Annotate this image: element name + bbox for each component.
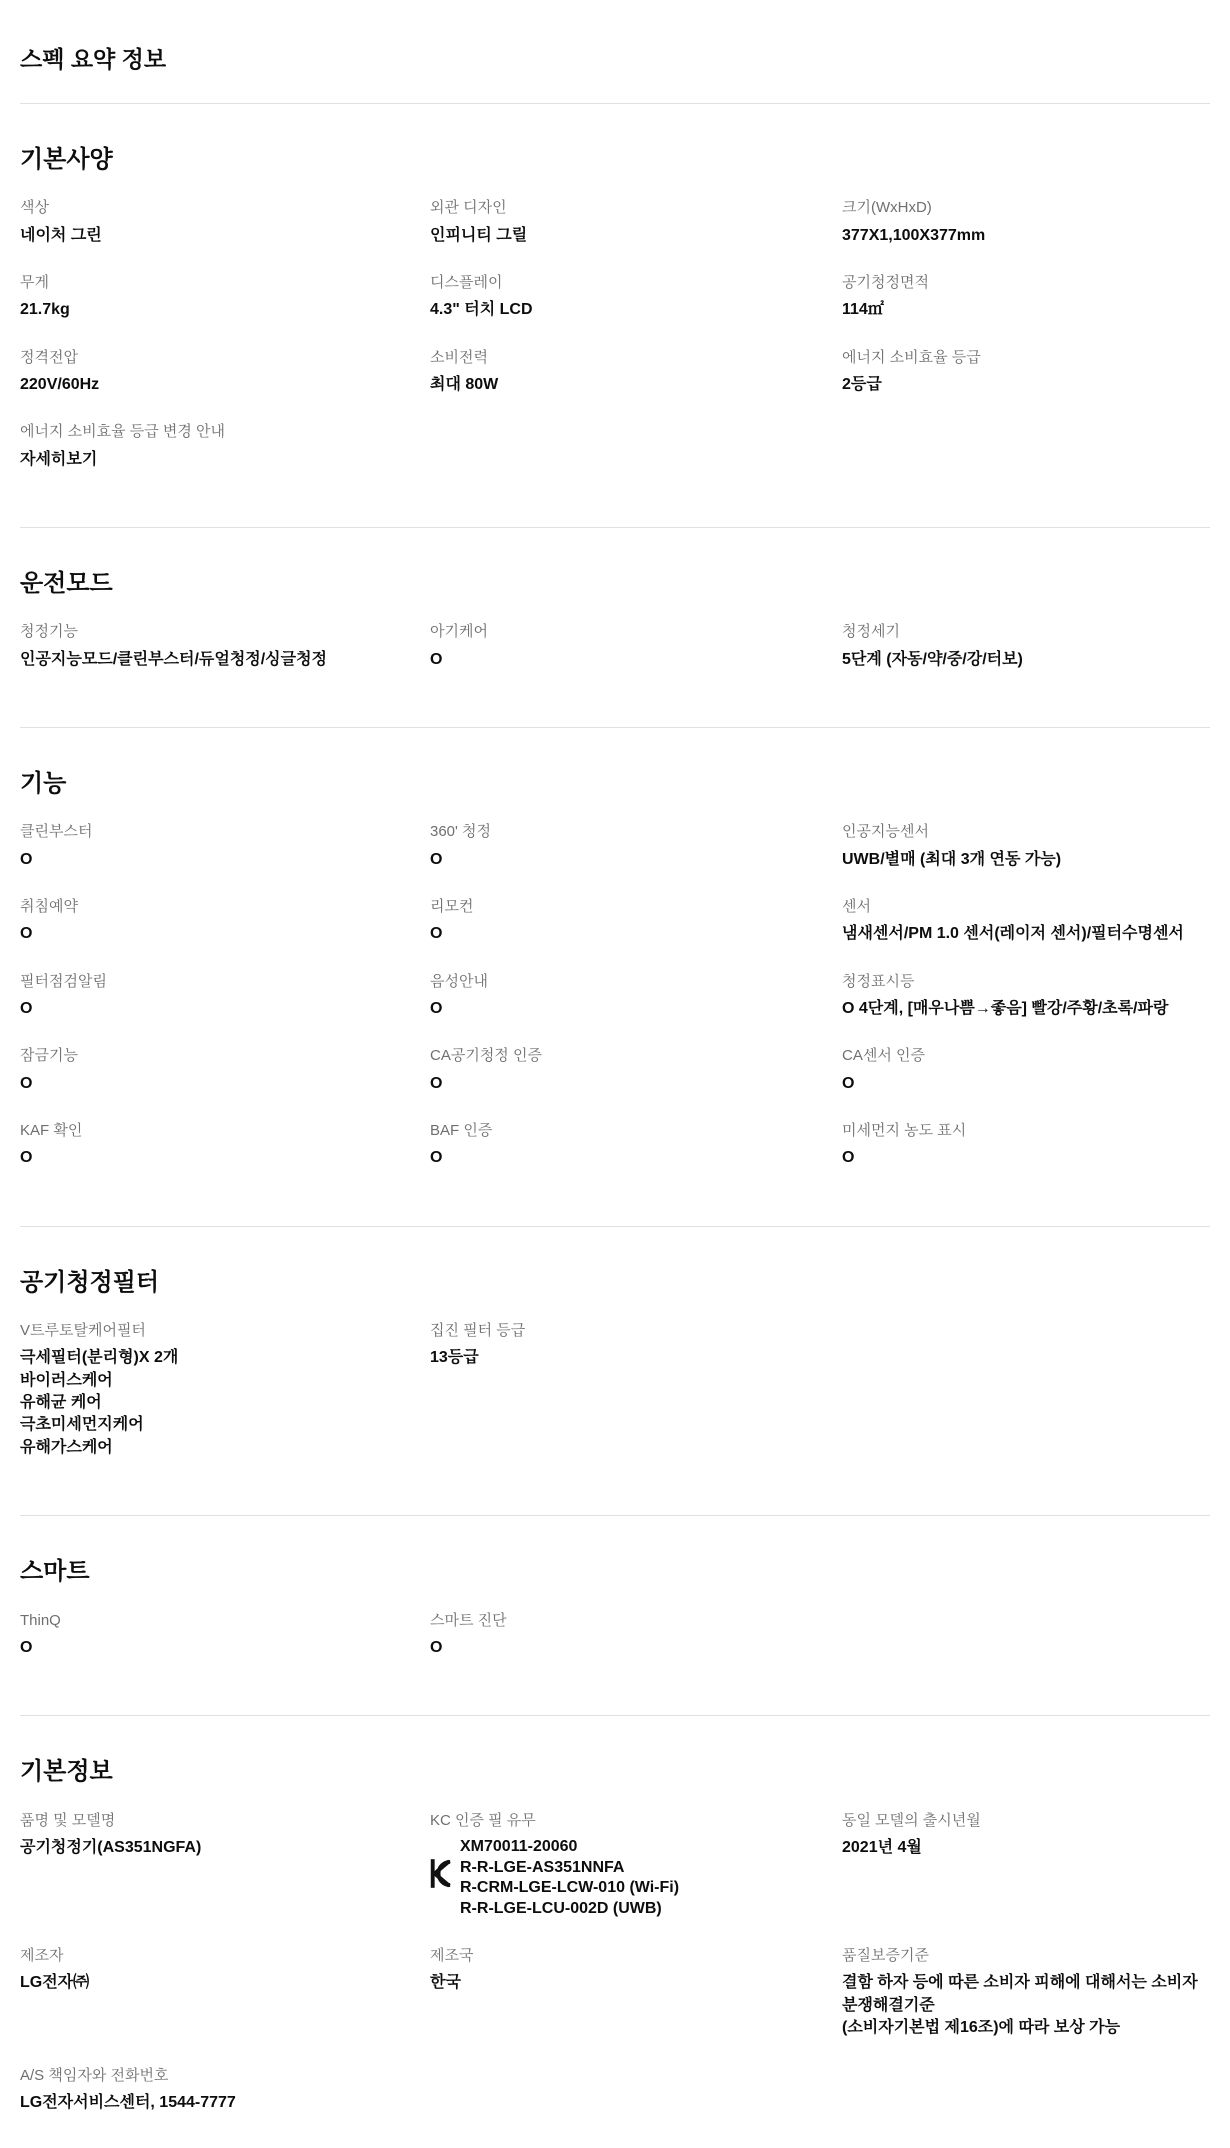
spec-country-of-origin (430, 1946, 842, 2039)
spec-value: 2021년 4월 (842, 1838, 922, 1856)
spec-warranty-standard (842, 1946, 1210, 2039)
spec-color (20, 198, 430, 247)
spec-label: 외관 디자인 (430, 199, 507, 217)
spec-sleep-timer (20, 897, 430, 946)
spec-value: O (20, 1074, 33, 1092)
spec-value-line: 유해균 케어 (20, 1394, 102, 1412)
spec-lock-function (20, 1046, 430, 1095)
spec-value: 인공지능모드/클린부스터/듀얼청정/싱글청정 (20, 650, 328, 668)
spec-label: 청정기능 (20, 623, 78, 641)
spec-as-contact (20, 2066, 430, 2115)
spec-ca-clean-cert (430, 1046, 842, 1095)
section-operation-mode (20, 527, 1210, 727)
spec-label: 에너지 소비효율 등급 변경 안내 (20, 423, 226, 441)
spec-value: 377X1,100X377mm (842, 226, 986, 244)
spec-value: 네이처 그린 (20, 226, 102, 244)
spec-label: 크기(WxHxD) (842, 199, 932, 217)
spec-360-clean (430, 822, 842, 871)
spec-label: 클린부스터 (20, 823, 93, 841)
spec-label: 정격전압 (20, 348, 78, 366)
spec-label: A/S 책임자와 전화번호 (20, 2066, 169, 2084)
kc-cert-number: R-CRM-LGE-LCW-010 (Wi-Fi) (460, 1879, 680, 1897)
spec-remote-control (430, 897, 842, 946)
spec-label: KAF 확인 (20, 1121, 83, 1139)
kc-cert-number: XM70011-20060 (460, 1837, 578, 1855)
spec-model-name (20, 1811, 430, 1920)
spec-label: 취침예약 (20, 898, 78, 916)
spec-clean-booster (20, 822, 430, 871)
spec-label: 디스플레이 (430, 274, 503, 292)
spec-value: 21.7kg (20, 301, 70, 319)
spec-value: 공기청정기(AS351NGFA) (20, 1838, 202, 1856)
spec-label: 스마트 진단 (430, 1611, 507, 1629)
spec-kaf-check (20, 1121, 430, 1170)
spec-value: O (20, 925, 33, 943)
section-heading-operation-mode: 운전모드 (20, 570, 113, 597)
spec-value: 냄새센서/PM 1.0 센서(레이저 센서)/필터수명센서 (842, 925, 1184, 943)
section-heading-air-filter: 공기청정필터 (20, 1268, 160, 1296)
spec-label: 인공지능센서 (842, 823, 929, 841)
spec-value: O (20, 1638, 33, 1656)
spec-value: O (430, 1149, 443, 1167)
section-features (20, 727, 1210, 1226)
spec-value: 5단계 (자동/약/중/강/터보) (842, 650, 1023, 668)
spec-release-date (842, 1811, 1210, 1920)
spec-ca-sensor-cert (842, 1046, 1210, 1095)
section-heading-basic-specs: 기본사양 (20, 146, 113, 174)
section-heading-smart: 스마트 (20, 1558, 90, 1586)
section-basic-info (20, 1715, 1210, 2148)
section-heading-basic-info: 기본정보 (20, 1758, 113, 1786)
spec-value: UWB/별매 (최대 3개 연동 가능) (842, 850, 1062, 868)
spec-label: BAF 인증 (430, 1121, 493, 1139)
spec-weight (20, 273, 430, 322)
spec-value: 최대 80W (430, 375, 499, 393)
spec-value: 2등급 (842, 375, 882, 393)
spec-value: LG전자㈜ (20, 1974, 90, 1992)
spec-power-consumption (430, 348, 842, 397)
spec-value: O (430, 1638, 443, 1656)
spec-value: 4.3" 터치 LCD (430, 301, 533, 319)
section-heading-features: 기능 (20, 770, 67, 798)
spec-value: 인피니티 그릴 (430, 226, 528, 244)
spec-clean-indicator (842, 972, 1210, 1021)
spec-label: 필터점검알림 (20, 972, 107, 990)
spec-dust-filter-grade (430, 1321, 842, 1459)
spec-value-line: (소비자기본법 제16조)에 따라 보상 가능 (842, 2019, 1121, 2037)
spec-value: O (20, 850, 33, 868)
spec-value-line: 유해가스케어 (20, 1438, 113, 1456)
spec-label: 잠금기능 (20, 1047, 78, 1065)
basic-info-grid (20, 1811, 1210, 2115)
spec-thinq (20, 1611, 430, 1660)
spec-label: 청정세기 (842, 623, 900, 641)
spec-value: 한국 (430, 1974, 461, 1992)
spec-label: 제조국 (430, 1947, 474, 1965)
section-air-filter (20, 1226, 1210, 1516)
spec-label: 집진 필터 등급 (430, 1322, 526, 1340)
spec-label: 품명 및 모델명 (20, 1811, 116, 1829)
kc-cert-number: R-R-LGE-LCU-002D (UWB) (460, 1900, 662, 1918)
features-grid (20, 822, 1210, 1169)
spec-baby-care (430, 622, 842, 671)
spec-value: O (430, 650, 443, 668)
spec-filter-check-alert (20, 972, 430, 1021)
basic-specs-grid (20, 198, 1210, 471)
spec-value-line: 극초미세먼지케어 (20, 1416, 144, 1434)
spec-value: O (20, 999, 33, 1017)
spec-clean-function (20, 622, 430, 671)
spec-value: LG전자서비스센터, 1544-7777 (20, 2093, 236, 2111)
spec-label: 소비전력 (430, 348, 488, 366)
spec-value: O (430, 850, 443, 868)
view-details-link[interactable]: 자세히보기 (20, 450, 98, 468)
spec-label: ThinQ (20, 1611, 61, 1629)
air-filter-grid (20, 1321, 1210, 1459)
spec-value: O (20, 1149, 33, 1167)
spec-value-line: 극세필터(분리형)X 2개 (20, 1349, 179, 1367)
spec-size (842, 198, 1210, 247)
kc-certification-icon (430, 1858, 454, 1889)
spec-label: 360' 청정 (430, 823, 492, 841)
kc-certification-block (430, 1837, 842, 1920)
page-title-block (20, 0, 1210, 103)
kc-cert-number: R-R-LGE-AS351NNFA (460, 1858, 625, 1876)
spec-clean-area (842, 273, 1210, 322)
spec-ai-sensor (842, 822, 1210, 871)
spec-energy-grade (842, 348, 1210, 397)
spec-value: O (430, 925, 443, 943)
spec-label: 음성안내 (430, 972, 488, 990)
spec-label: 미세먼지 농도 표시 (842, 1121, 967, 1139)
spec-label: 색상 (20, 199, 49, 217)
spec-display (430, 273, 842, 322)
spec-label: 공기청정면적 (842, 274, 929, 292)
spec-label: 품질보증기준 (842, 1947, 929, 1965)
spec-label: 동일 모델의 출시년월 (842, 1811, 981, 1829)
spec-value: 13등급 (430, 1349, 479, 1367)
operation-mode-grid (20, 622, 1210, 671)
section-smart (20, 1515, 1210, 1715)
spec-rated-voltage (20, 348, 430, 397)
spec-clean-strength (842, 622, 1210, 671)
spec-value: O (430, 999, 443, 1017)
spec-label: 제조자 (20, 1947, 64, 1965)
spec-baf-cert (430, 1121, 842, 1170)
spec-value: O (842, 1149, 855, 1167)
spec-dust-level-display (842, 1121, 1210, 1170)
spec-value: O (430, 1074, 443, 1092)
spec-label: CA공기청정 인증 (430, 1047, 542, 1065)
spec-label: V트루토탈케어필터 (20, 1322, 146, 1340)
spec-value: 114㎡ (842, 301, 884, 319)
spec-voice-guide (430, 972, 842, 1021)
spec-smart-diagnosis (430, 1611, 842, 1660)
spec-value: O 4단계, [매우나쁨→좋음] 빨강/주황/초록/파랑 (842, 999, 1169, 1017)
spec-label: 센서 (842, 898, 871, 916)
spec-label: CA센서 인증 (842, 1047, 925, 1065)
spec-energy-grade-change-notice (20, 422, 430, 471)
spec-sensor (842, 897, 1210, 946)
spec-value-line: 결함 하자 등에 따른 소비자 피해에 대해서는 소비자 분쟁해결기준 (842, 1974, 1198, 2014)
spec-label: 아기케어 (430, 623, 488, 641)
spec-total-care-filter (20, 1321, 430, 1459)
spec-label: 에너지 소비효율 등급 (842, 348, 981, 366)
spec-label: 청정표시등 (842, 972, 915, 990)
spec-manufacturer (20, 1946, 430, 2039)
spec-exterior-design (430, 198, 842, 247)
spec-label: KC 인증 필 유무 (430, 1811, 536, 1829)
section-basic-specs (20, 103, 1210, 527)
spec-value: O (842, 1074, 855, 1092)
page-title: 스펙 요약 정보 (20, 46, 167, 72)
spec-value-line: 바이러스케어 (20, 1371, 113, 1389)
smart-grid (20, 1611, 1210, 1660)
spec-label: 무게 (20, 274, 49, 292)
spec-kc-certification (430, 1811, 842, 1920)
spec-label: 리모컨 (430, 898, 474, 916)
spec-value: 220V/60Hz (20, 375, 100, 393)
